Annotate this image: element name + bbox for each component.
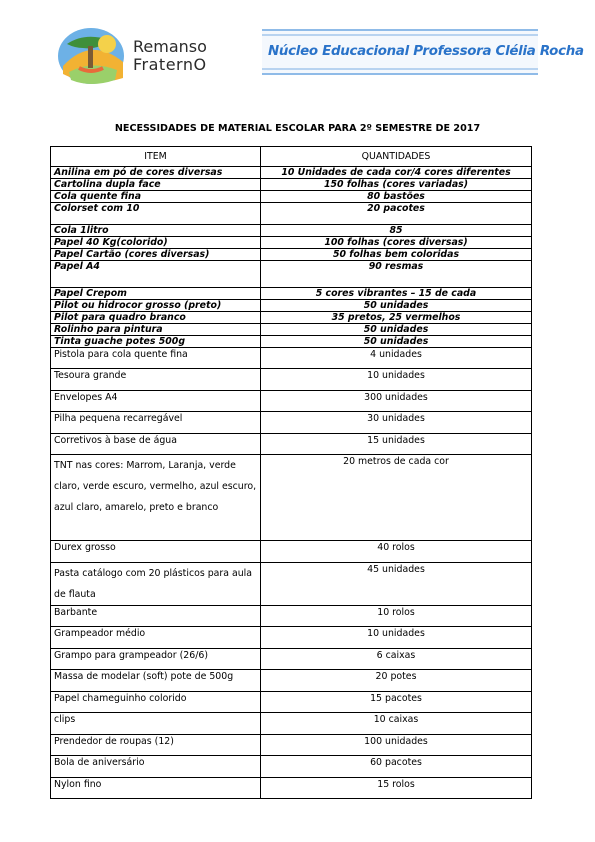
table-row bbox=[51, 249, 532, 261]
table-row bbox=[51, 261, 532, 288]
table-row bbox=[51, 369, 532, 391]
item-cell: Pilot ou hidrocor grosso (preto) bbox=[51, 300, 261, 312]
quantity-cell: 20 metros de cada cor bbox=[261, 455, 532, 541]
quantity-cell: 30 unidades bbox=[261, 412, 532, 434]
table-row bbox=[51, 606, 532, 627]
table-row bbox=[51, 412, 532, 434]
column-header-quantity: QUANTIDADES bbox=[261, 147, 532, 167]
item-cell: Pilot para quadro branco bbox=[51, 312, 261, 324]
item-cell: Anilina em pó de cores diversas bbox=[51, 167, 261, 179]
item-cell: Nylon fino bbox=[51, 778, 261, 799]
quantity-cell: 20 pacotes bbox=[261, 203, 532, 225]
table-row bbox=[51, 692, 532, 713]
quantity-cell: 50 unidades bbox=[261, 300, 532, 312]
item-cell: Bola de aniversário bbox=[51, 756, 261, 778]
school-name: Núcleo Educacional Professora Clélia Rocha bbox=[268, 44, 584, 59]
table-row bbox=[51, 237, 532, 249]
table-row bbox=[51, 563, 532, 606]
quantity-cell: 20 potes bbox=[261, 670, 532, 692]
item-cell: Massa de modelar (soft) pote de 500g bbox=[51, 670, 261, 692]
item-cell: Corretivos à base de água bbox=[51, 434, 261, 455]
quantity-cell: 150 folhas (cores variadas) bbox=[261, 179, 532, 191]
item-cell: Rolinho para pintura bbox=[51, 324, 261, 336]
quantity-cell: 80 bastões bbox=[261, 191, 532, 203]
quantity-cell: 15 unidades bbox=[261, 434, 532, 455]
quantity-cell: 85 bbox=[261, 225, 532, 237]
table-row bbox=[51, 713, 532, 735]
table-row bbox=[51, 735, 532, 756]
item-cell: Envelopes A4 bbox=[51, 391, 261, 412]
table-row bbox=[51, 649, 532, 670]
table-row bbox=[51, 541, 532, 563]
table-row bbox=[51, 434, 532, 455]
quantity-cell: 15 rolos bbox=[261, 778, 532, 799]
item-cell: Prendedor de roupas (12) bbox=[51, 735, 261, 756]
item-cell: Colorset com 10 bbox=[51, 203, 261, 225]
quantity-cell: 5 cores vibrantes – 15 de cada bbox=[261, 288, 532, 300]
quantity-cell: 45 unidades bbox=[261, 563, 532, 606]
item-cell: Pistola para cola quente fina bbox=[51, 348, 261, 369]
quantity-cell: 50 folhas bem coloridas bbox=[261, 249, 532, 261]
item-cell: Grampo para grampeador (26/6) bbox=[51, 649, 261, 670]
table-row bbox=[51, 225, 532, 237]
item-cell: Cola 1litro bbox=[51, 225, 261, 237]
quantity-cell: 15 pacotes bbox=[261, 692, 532, 713]
quantity-cell: 50 unidades bbox=[261, 324, 532, 336]
item-cell: Tesoura grande bbox=[51, 369, 261, 391]
item-cell: Papel A4 bbox=[51, 261, 261, 288]
quantity-cell: 50 unidades bbox=[261, 336, 532, 348]
quantity-cell: 6 caixas bbox=[261, 649, 532, 670]
table-row bbox=[51, 167, 532, 179]
page-header bbox=[0, 0, 595, 110]
table-row bbox=[51, 203, 532, 225]
item-cell: Papel Cartão (cores diversas) bbox=[51, 249, 261, 261]
item-cell: Papel chameguinho colorido bbox=[51, 692, 261, 713]
item-cell: Cartolina dupla face bbox=[51, 179, 261, 191]
table-row bbox=[51, 312, 532, 324]
table-row bbox=[51, 300, 532, 312]
quantity-cell: 300 unidades bbox=[261, 391, 532, 412]
column-header-item: ITEM bbox=[51, 147, 261, 167]
quantity-cell: 40 rolos bbox=[261, 541, 532, 563]
item-cell: Cola quente fina bbox=[51, 191, 261, 203]
table-row bbox=[51, 336, 532, 348]
table-row bbox=[51, 324, 532, 336]
table-header-row bbox=[51, 147, 532, 167]
table-row bbox=[51, 627, 532, 649]
materials-table bbox=[50, 146, 532, 799]
table-row bbox=[51, 391, 532, 412]
item-cell: TNT nas cores: Marrom, Laranja, verde claro, verde escuro, vermelho, azul escuro, azul claro, amarelo, preto e branco bbox=[51, 455, 261, 541]
item-cell: Papel 40 Kg(colorido) bbox=[51, 237, 261, 249]
quantity-cell: 10 caixas bbox=[261, 713, 532, 735]
table-row bbox=[51, 288, 532, 300]
quantity-cell: 10 Unidades de cada cor/4 cores diferentes bbox=[261, 167, 532, 179]
quantity-cell: 35 pretos, 25 vermelhos bbox=[261, 312, 532, 324]
quantity-cell: 100 folhas (cores diversas) bbox=[261, 237, 532, 249]
brand-line-1: Remanso bbox=[133, 37, 207, 56]
item-cell: Tinta guache potes 500g bbox=[51, 336, 261, 348]
item-cell: clips bbox=[51, 713, 261, 735]
quantity-cell: 90 resmas bbox=[261, 261, 532, 288]
quantity-cell: 4 unidades bbox=[261, 348, 532, 369]
table-row bbox=[51, 191, 532, 203]
table-row bbox=[51, 756, 532, 778]
brand-name bbox=[133, 38, 207, 74]
table-row bbox=[51, 179, 532, 191]
brand-line-2: FraternO bbox=[133, 55, 207, 74]
table-row bbox=[51, 348, 532, 369]
item-cell: Durex grosso bbox=[51, 541, 261, 563]
table-row bbox=[51, 670, 532, 692]
quantity-cell: 10 unidades bbox=[261, 369, 532, 391]
quantity-cell: 10 unidades bbox=[261, 627, 532, 649]
item-cell: Grampeador médio bbox=[51, 627, 261, 649]
table-row bbox=[51, 778, 532, 799]
item-cell: Barbante bbox=[51, 606, 261, 627]
quantity-cell: 60 pacotes bbox=[261, 756, 532, 778]
document-title: NECESSIDADES DE MATERIAL ESCOLAR PARA 2º SEMESTRE DE 2017 bbox=[114, 123, 481, 134]
item-cell: Pilha pequena recarregável bbox=[51, 412, 261, 434]
item-cell: Pasta catálogo com 20 plásticos para aula de flauta bbox=[51, 563, 261, 606]
quantity-cell: 10 rolos bbox=[261, 606, 532, 627]
table-row bbox=[51, 455, 532, 541]
quantity-cell: 100 unidades bbox=[261, 735, 532, 756]
item-cell: Papel Crepom bbox=[51, 288, 261, 300]
